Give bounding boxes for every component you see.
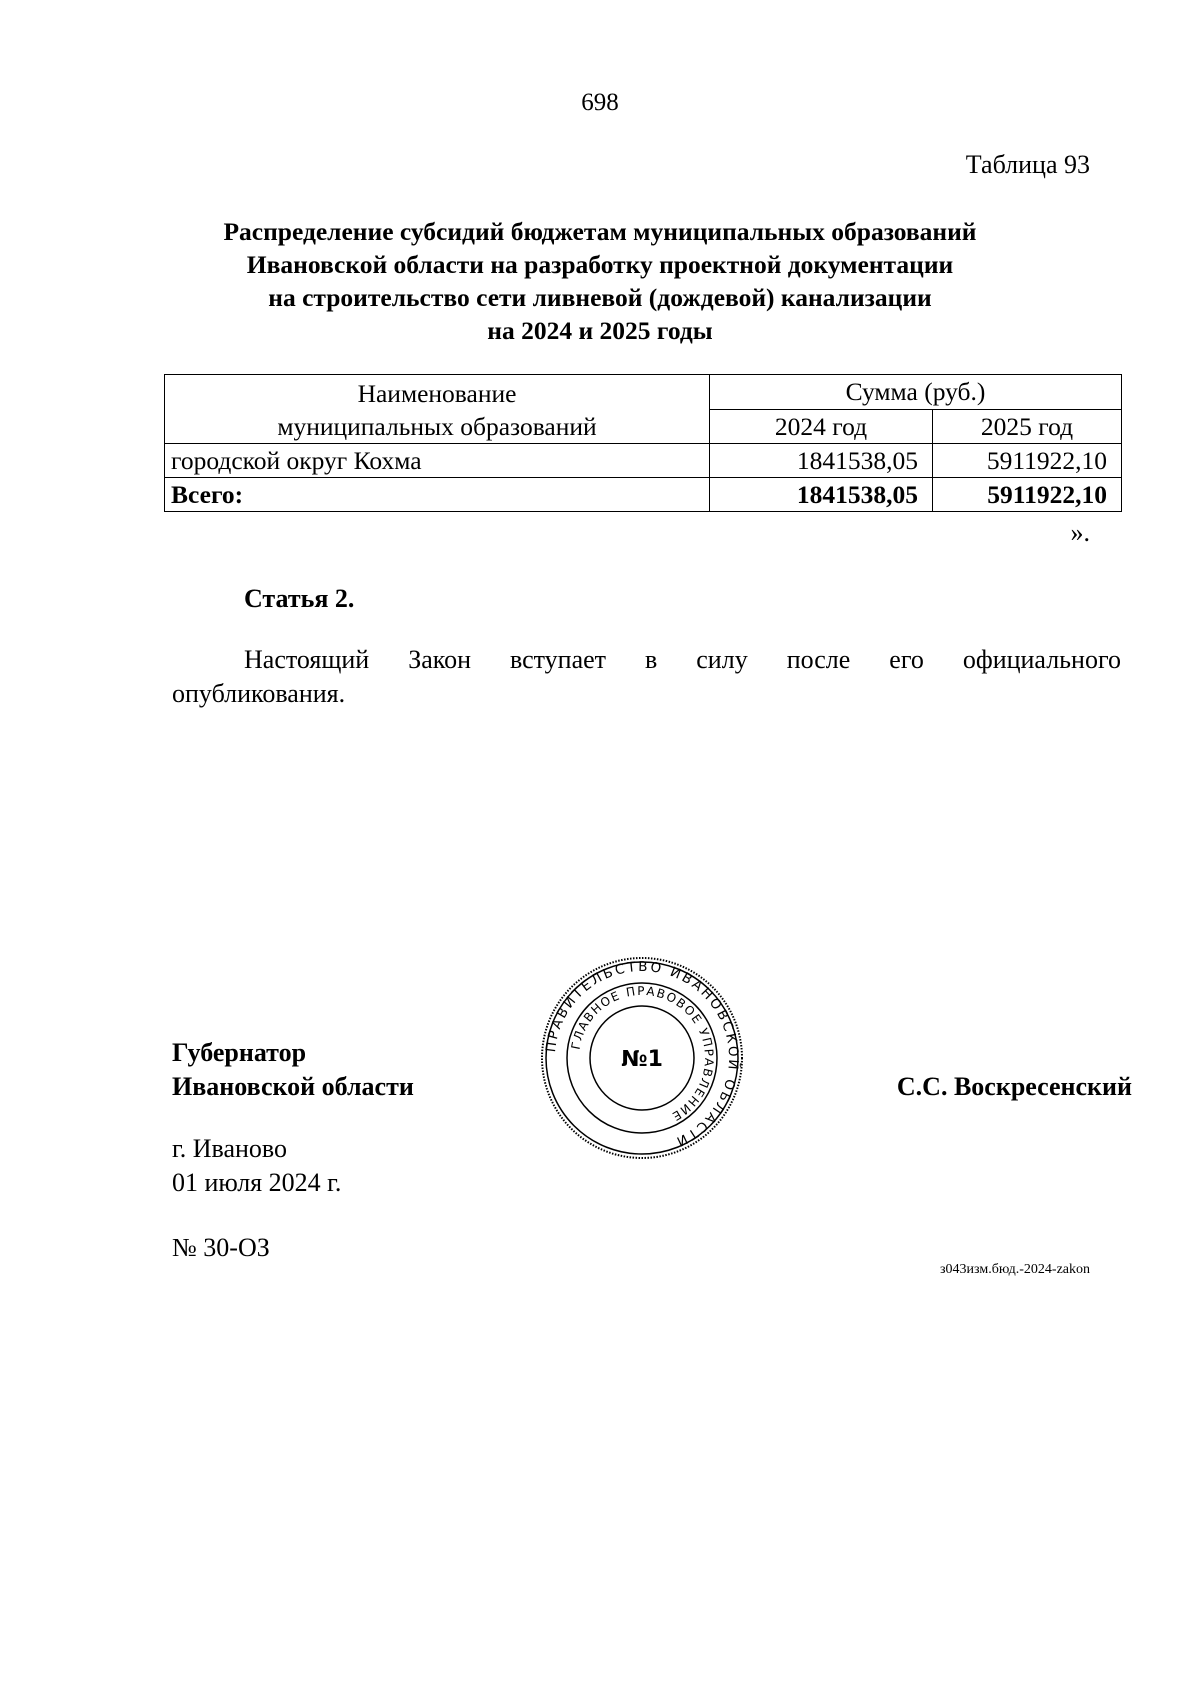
paragraph-word: Настоящий xyxy=(244,645,370,674)
article-paragraph xyxy=(172,643,1121,711)
governor-name: С.С. Воскресенский xyxy=(896,1072,1132,1101)
article-heading: Статья 2. xyxy=(244,584,355,613)
title-line-1: Распределение субсидий бюджетам муниципальных образований xyxy=(223,217,977,246)
paragraph-word: после xyxy=(786,645,851,674)
stamp-outer-text: ПРАВИТЕЛЬСТВО ИВАНОВСКОЙ ОБЛАСТИ xyxy=(543,958,742,1151)
title-line-2: Ивановской области на разработку проектной документации xyxy=(246,250,954,279)
governor-title-line1: Губернатор xyxy=(172,1038,307,1067)
paragraph-word: силу xyxy=(696,645,748,674)
total-value-2024: 1841538,05 xyxy=(710,478,933,512)
title-line-4: на 2024 и 2025 годы xyxy=(487,316,713,345)
paragraph-word: в xyxy=(645,645,658,674)
table-row xyxy=(165,444,1122,478)
total-value-2025: 5911922,10 xyxy=(933,478,1122,512)
date: 01 июля 2024 г. xyxy=(172,1168,342,1197)
paragraph-word: Закон xyxy=(408,645,471,674)
page-number: 698 xyxy=(581,89,619,116)
paragraph-line-2: опубликования. xyxy=(172,679,346,708)
official-stamp xyxy=(540,956,744,1160)
header-sum-cell: Сумма (руб.) xyxy=(710,375,1122,410)
header-year-2024: 2024 год xyxy=(710,409,933,444)
paragraph-line-1 xyxy=(172,643,1121,677)
table-header-row xyxy=(165,375,1122,410)
row-municipality-name: городской округ Кохма xyxy=(165,444,710,478)
row-value-2025: 5911922,10 xyxy=(933,444,1122,478)
header-name-line1: Наименование xyxy=(357,379,517,408)
law-number: № 30-ОЗ xyxy=(172,1233,270,1262)
total-label: Всего: xyxy=(165,478,710,512)
file-code: з043изм.бюд.-2024-zakon xyxy=(940,1262,1090,1277)
header-name-line2: муниципальных образований xyxy=(277,412,597,441)
paragraph-word: официального xyxy=(962,645,1121,674)
place-date-block xyxy=(172,1132,341,1200)
header-year-2025: 2025 год xyxy=(933,409,1122,444)
table-total-row xyxy=(165,478,1122,512)
paragraph-word: его xyxy=(889,645,924,674)
subsidy-table xyxy=(164,374,1122,512)
governor-title xyxy=(172,1036,414,1104)
stamp-inner-text: ГЛАВНОЕ ПРАВОВОЕ УПРАВЛЕНИЕ xyxy=(568,983,717,1125)
table-number: Таблица 93 xyxy=(965,150,1090,179)
header-name-cell xyxy=(165,375,710,444)
paragraph-word: вступает xyxy=(509,645,607,674)
closing-quote: ». xyxy=(1070,518,1090,547)
place: г. Иваново xyxy=(172,1134,287,1163)
title-line-3: на строительство сети ливневой (дождевой) канализации xyxy=(268,283,932,312)
row-value-2024: 1841538,05 xyxy=(710,444,933,478)
governor-title-line2: Ивановской области xyxy=(172,1072,414,1101)
stamp-center-number: №1 xyxy=(621,1047,663,1072)
document-title xyxy=(120,215,1080,347)
